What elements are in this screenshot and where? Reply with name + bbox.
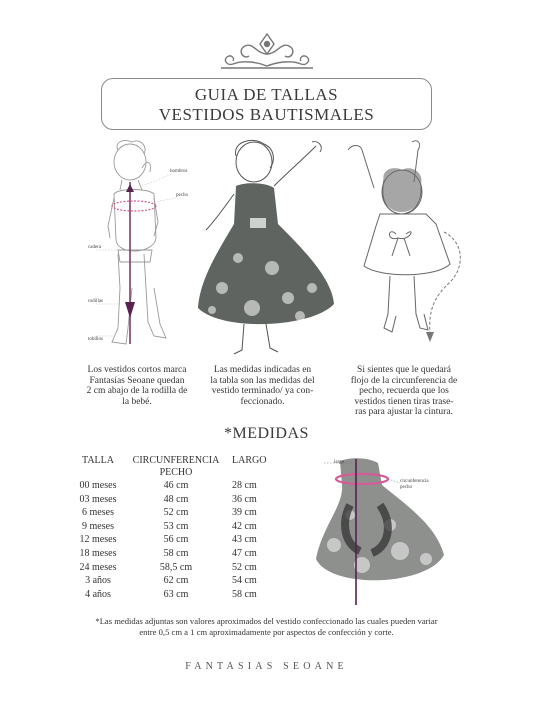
size-row — [70, 561, 282, 575]
size-cell-talla: 9 meses — [82, 520, 114, 532]
caption-right — [342, 365, 466, 418]
size-cell-largo: 36 cm — [232, 493, 257, 505]
size-cell-talla: 12 meses — [79, 534, 117, 546]
caption-right-line: vestidos tienen tiras trase- — [354, 396, 454, 407]
size-cell-largo: 39 cm — [232, 507, 257, 519]
caption-center-line: feccionado. — [240, 396, 285, 407]
child-measurement-sketch — [88, 138, 198, 360]
size-cell-largo: 52 cm — [232, 561, 257, 573]
size-cell-pecho: 62 cm — [163, 575, 189, 587]
size-cell-largo: 28 cm — [232, 480, 257, 491]
caption-right-line: pecho, recuerda que los — [359, 386, 449, 396]
caption-left-line: Los vestidos cortos marca — [87, 365, 187, 375]
size-row — [70, 479, 282, 493]
column-chest-line1: CIRCUNFERENCIA — [132, 455, 220, 466]
title-box — [101, 78, 432, 130]
label-cadera: cadera — [88, 245, 102, 250]
size-cell-pecho: 48 cm — [163, 493, 189, 505]
caption-right-line: Si sientes que le quedará — [357, 365, 451, 375]
size-cell-largo: 43 cm — [232, 534, 257, 546]
caption-left-line: Fantasías Seoane quedan — [89, 375, 185, 386]
diagram-label-largo: largo — [334, 460, 345, 465]
size-row — [70, 520, 282, 534]
size-cell-pecho: 52 cm — [163, 507, 189, 519]
size-cell-pecho: 58 cm — [163, 547, 189, 559]
ornament-crown-icon — [213, 30, 321, 74]
size-row — [70, 493, 282, 507]
size-table-header — [70, 455, 282, 479]
label-hombros: hombros — [170, 169, 188, 174]
label-rodillas: rodillas — [88, 299, 103, 304]
label-pecho: pecho — [176, 193, 188, 198]
footnote — [60, 616, 473, 637]
girl-in-dress-illustration — [192, 138, 342, 360]
size-row — [70, 588, 282, 602]
label-tobillos: tobillos — [88, 337, 104, 342]
size-cell-talla: 24 meses — [79, 561, 117, 573]
diagram-label-chest-2: pecho — [400, 485, 412, 490]
size-cell-talla: 00 meses — [79, 480, 117, 491]
title-line-2: VESTIDOS BAUTISMALES — [158, 105, 375, 124]
caption-center-line: vestido terminado/ ya con- — [211, 386, 314, 396]
caption-left-line: 2 cm abajo de la rodilla de — [86, 386, 188, 396]
footnote-line: *Las medidas adjuntas son valores aproximados del vestido confeccionado las cuales pueden variar — [95, 616, 438, 626]
size-cell-largo: 47 cm — [232, 547, 257, 559]
caption-left — [82, 365, 192, 407]
size-cell-talla: 3 años — [85, 575, 111, 587]
size-cell-pecho: 46 cm — [163, 480, 189, 491]
size-row — [70, 506, 282, 520]
column-largo: LARGO — [232, 455, 267, 466]
column-chest-line2: PECHO — [159, 467, 193, 478]
caption-center — [200, 365, 325, 407]
caption-center-line: la tabla son las medidas del — [210, 375, 315, 386]
dress-measurement-diagram — [310, 455, 460, 610]
size-cell-largo: 42 cm — [232, 520, 257, 532]
back-view-illustration — [340, 138, 470, 370]
caption-left-line: la bebé. — [122, 396, 152, 407]
size-cell-talla: 4 años — [85, 588, 111, 600]
size-table — [70, 455, 282, 601]
size-cell-pecho: 53 cm — [163, 520, 189, 532]
caption-right-line: ras para ajustar la cintura. — [355, 407, 453, 417]
column-talla: TALLA — [82, 455, 114, 466]
caption-center-line: Las medidas indicadas en — [213, 365, 312, 375]
size-cell-talla: 18 meses — [79, 547, 117, 559]
size-cell-pecho: 58,5 cm — [159, 561, 193, 573]
column-chest — [126, 455, 226, 479]
size-cell-largo: 58 cm — [232, 588, 257, 600]
diagram-label-chest-1: circunferencia — [400, 479, 429, 484]
size-cell-talla: 6 meses — [82, 507, 114, 519]
size-row — [70, 533, 282, 547]
brand-name: FANTASIAS SEOANE — [185, 661, 348, 672]
size-cell-pecho: 56 cm — [163, 534, 189, 546]
size-row — [70, 574, 282, 588]
footnote-line: entre 0,5 cm a 1 cm aproximadamente por aspectos de confección y corte. — [139, 626, 394, 637]
size-cell-largo: 54 cm — [232, 575, 257, 587]
caption-right-line: flojo de la circunferencia de — [350, 375, 458, 386]
title-line-1: GUIA DE TALLAS — [194, 85, 339, 104]
measures-heading: *MEDIDAS — [224, 425, 309, 442]
size-cell-pecho: 63 cm — [163, 588, 189, 600]
size-cell-talla: 03 meses — [79, 493, 117, 505]
size-row — [70, 547, 282, 561]
